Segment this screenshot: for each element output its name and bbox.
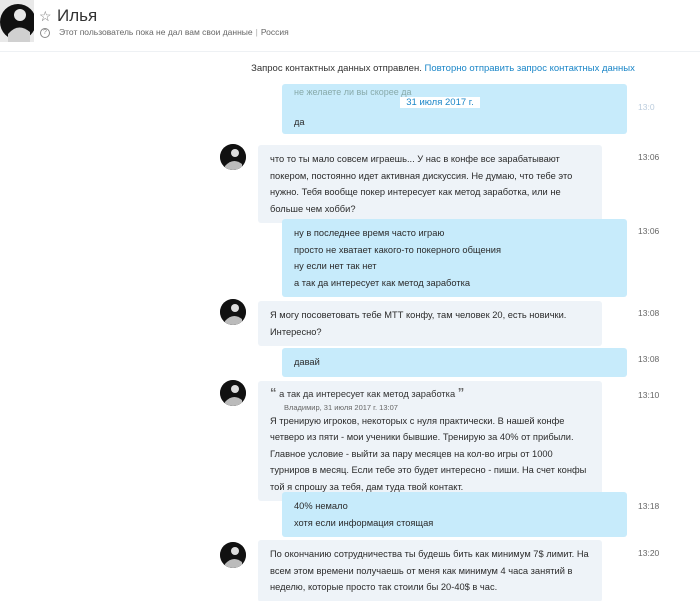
message-line: давай <box>294 357 320 367</box>
message-line: Интересно? <box>270 326 322 337</box>
message-time: 13:08 <box>638 308 660 318</box>
message-line: неделю, которые просто так стоили бы 20-40$ в час. <box>270 582 498 592</box>
message-line: Я тренирую игроков, некоторых с нуля практически. В нашей конфе <box>270 415 565 426</box>
message-line: той я спрошу за тебя, дам туда твой контакт. <box>270 481 464 492</box>
message-line: 40% немало <box>294 501 348 511</box>
contact-avatar[interactable] <box>0 0 34 42</box>
message-incoming[interactable] <box>258 145 602 223</box>
open-quote-icon: “ <box>270 385 277 400</box>
message-incoming[interactable] <box>258 381 602 501</box>
message-line: хотя если информация стоящая <box>294 517 434 528</box>
contact-location: Россия <box>260 27 289 37</box>
sender-avatar[interactable] <box>220 542 246 568</box>
message-line: По окончанию сотрудничества ты будешь бить как минимум 7$ лимит. На <box>270 549 589 559</box>
message-line: всем этом времени получаешь от меня как минимум 4 часа занятий в <box>270 565 573 576</box>
message-time: 13:18 <box>638 501 660 511</box>
status-text: Этот пользователь пока не дал вам свои данные <box>59 27 253 37</box>
message-line: да <box>294 117 305 127</box>
message-outgoing[interactable] <box>282 84 627 134</box>
sender-avatar[interactable] <box>220 299 246 325</box>
quoted-text: а так да интересует как метод заработка <box>279 389 456 399</box>
message-incoming[interactable] <box>258 301 602 346</box>
info-icon: ? <box>40 28 50 38</box>
message-line: что то ты мало совсем играешь... У нас в конфе все зарабатывают <box>270 154 560 164</box>
message-line: ну если нет так нет <box>294 261 377 271</box>
message-line: не желаете ли вы скорее да <box>294 87 412 97</box>
message-line: просто не хватает какого-то покерного общения <box>294 244 501 255</box>
message-line: а так да интересует как метод заработка <box>294 277 471 288</box>
message-time: 13:08 <box>638 354 660 364</box>
sender-avatar[interactable] <box>220 380 246 406</box>
message-time: 13:06 <box>638 152 660 162</box>
chat-header <box>0 0 700 52</box>
contact-request-notice <box>0 63 700 74</box>
message-line: Я могу посоветовать тебе МТТ конфу, там человек 20, есть новички. <box>270 310 567 320</box>
date-separator-label: 31 июля 2017 г. <box>400 97 479 108</box>
message-outgoing[interactable] <box>282 219 627 297</box>
message-outgoing[interactable] <box>282 492 627 537</box>
date-separator <box>0 97 700 108</box>
contact-name: Илья <box>57 6 98 25</box>
quoted-message <box>270 385 590 403</box>
message-line: четверо из пяти - мои ученики бывшие. Тренирую за 40% от прибыли. <box>270 432 574 442</box>
message-time: 13:06 <box>638 226 660 236</box>
message-outgoing[interactable] <box>282 348 627 377</box>
message-line: Главное условие - выйти за пару месяцев на кол-во игры от 1000 <box>270 448 553 459</box>
favorite-star-icon[interactable]: ☆ <box>39 8 52 24</box>
notice-text: Запрос контактных данных отправлен. <box>251 63 422 74</box>
message-time: 13:10 <box>638 390 660 400</box>
message-line: покером, постоянно идет активная дискуссия. Не думаю, что тебе это <box>270 170 573 181</box>
close-quote-icon: ” <box>457 385 465 400</box>
message-line: ну в последнее время часто играю <box>294 228 445 238</box>
contact-status: Этот пользователь пока не дал вам свои данные | Россия <box>59 27 289 37</box>
message-line: турниров в месяц. Если тебе это будет интересно - пиши. На счет конфы <box>270 465 587 475</box>
quote-meta: Владимир, 31 июля 2017 г. 13:07 <box>284 402 398 412</box>
message-time: 13:20 <box>638 548 660 558</box>
resend-request-link[interactable]: Повторно отправить запрос контактных данных <box>424 63 635 74</box>
message-incoming[interactable] <box>258 540 602 601</box>
message-list[interactable] <box>0 84 700 601</box>
message-time: 13:0 <box>638 102 655 112</box>
sender-avatar[interactable] <box>220 144 246 170</box>
message-line: нужно. Тебя вообще покер интересует как метод заработка, или не <box>270 187 561 197</box>
message-line: больше чем хобби? <box>270 203 356 214</box>
